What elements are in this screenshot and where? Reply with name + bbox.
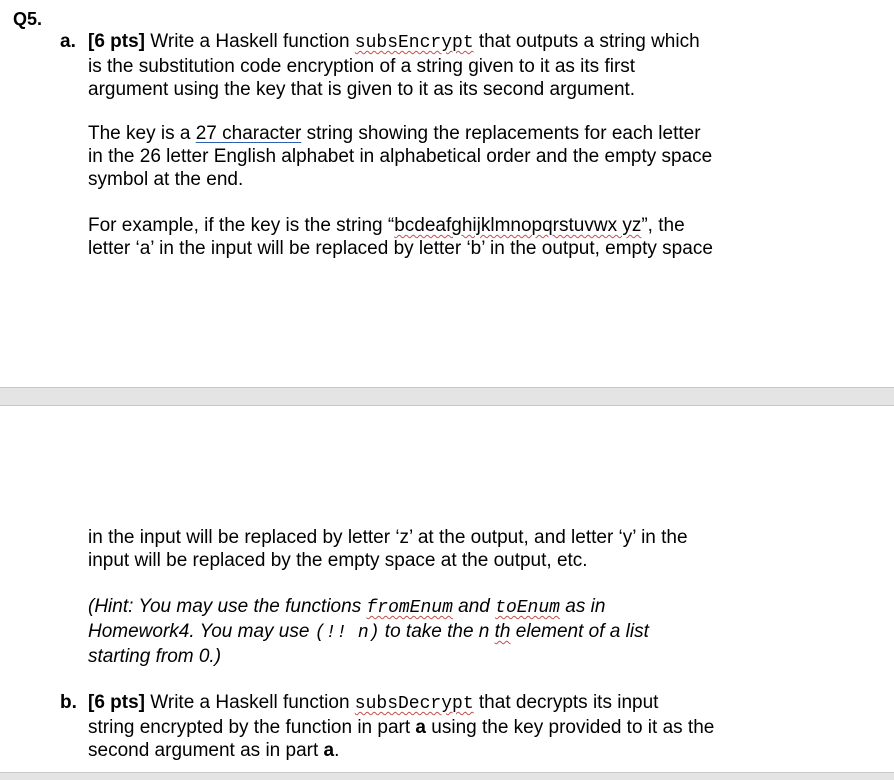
- key-line-2: in the 26 letter English alphabet in alphabetical order and the empty space: [88, 146, 713, 167]
- continuation-line-1: in the input will be replaced by letter ‘z’ at the output, and letter ‘y’ in the: [88, 527, 688, 548]
- example-key-string: bcdeafghijklmnopqrstuvwx yz: [394, 215, 642, 236]
- hint-function-fromenum: fromEnum: [366, 598, 453, 618]
- function-name-subsdecrypt: subsDecrypt: [354, 694, 474, 714]
- part-b-points: [6 pts]: [88, 692, 145, 713]
- key-description-paragraph: [88, 122, 788, 191]
- part-a-points: [6 pts]: [88, 31, 145, 52]
- key-text-2: string showing the replacements for each letter: [301, 123, 701, 144]
- hint-text-1: (Hint: You may use the functions: [88, 596, 367, 617]
- hint-line-1: [88, 595, 788, 620]
- part-b-line-3: [88, 739, 788, 762]
- hint-line-2-text-b: to take the n: [379, 621, 495, 642]
- key-line-3: symbol at the end.: [88, 169, 244, 190]
- continuation-line-2: input will be replaced by the empty space at the output, etc.: [88, 550, 588, 571]
- page-break: [0, 387, 894, 406]
- document-page-top: [0, 0, 894, 387]
- question-number: Q5.: [13, 9, 43, 29]
- part-b-paragraph: [88, 691, 788, 762]
- part-b-reference-a-2: a: [323, 740, 335, 761]
- part-a-intro-line-3: argument using the key that is given to it as its second argument.: [88, 79, 636, 100]
- example-line-2: letter ‘a’ in the input will be replaced by letter ‘b’ in the output, empty space: [88, 238, 713, 259]
- part-a-label: a.: [60, 31, 76, 52]
- key-line-1: [88, 122, 788, 145]
- example-continuation-paragraph: [88, 526, 788, 572]
- hint-and-text: and: [452, 596, 496, 617]
- part-b-reference-a: a: [415, 717, 426, 738]
- part-a-intro-text-1: Write a Haskell function: [145, 31, 355, 52]
- part-a-intro-line-1: [88, 30, 788, 55]
- part-b-line-2-text-b: using the key provided to it as the: [426, 717, 715, 738]
- hint-line-2: [88, 620, 788, 645]
- hint-th-suffix: th: [494, 621, 511, 642]
- part-b-line-3-period: .: [334, 740, 340, 761]
- part-b-line-1: [88, 691, 788, 716]
- part-a-intro-line-2: is the substitution code encryption of a string given to it as its first: [88, 56, 636, 77]
- key-length-phrase: 27 character: [195, 123, 302, 144]
- example-paragraph: [88, 214, 788, 260]
- part-a-intro-paragraph: [88, 30, 788, 101]
- hint-line-2-text-a: Homework4. You may use: [88, 621, 315, 642]
- example-line-1: [88, 214, 788, 237]
- part-b-line-2-text-a: string encrypted by the function in part: [88, 717, 416, 738]
- part-b-line-2: [88, 716, 788, 739]
- part-b-intro-text-2: that decrypts its input: [473, 692, 659, 713]
- hint-line-3: starting from 0.): [88, 646, 222, 667]
- document-page-bottom: [0, 406, 894, 772]
- hint-index-operator: (!! n): [314, 623, 380, 643]
- hint-paragraph: [88, 595, 788, 668]
- page-break-bottom: [0, 772, 894, 780]
- part-b-label: b.: [60, 692, 77, 713]
- function-name-subsencrypt: subsEncrypt: [354, 33, 474, 53]
- example-text-1: For example, if the key is the string “: [88, 215, 395, 236]
- part-b-line-3-text-a: second argument as in part: [88, 740, 324, 761]
- hint-line-2-text-c: element of a list: [510, 621, 649, 642]
- example-text-2: ”, the: [641, 215, 685, 236]
- key-text-1: The key is a: [88, 123, 196, 144]
- part-b-intro-text-1: Write a Haskell function: [145, 692, 355, 713]
- part-a-intro-text-2: that outputs a string which: [473, 31, 700, 52]
- hint-text-2: as in: [559, 596, 606, 617]
- hint-function-toenum: toEnum: [495, 598, 560, 618]
